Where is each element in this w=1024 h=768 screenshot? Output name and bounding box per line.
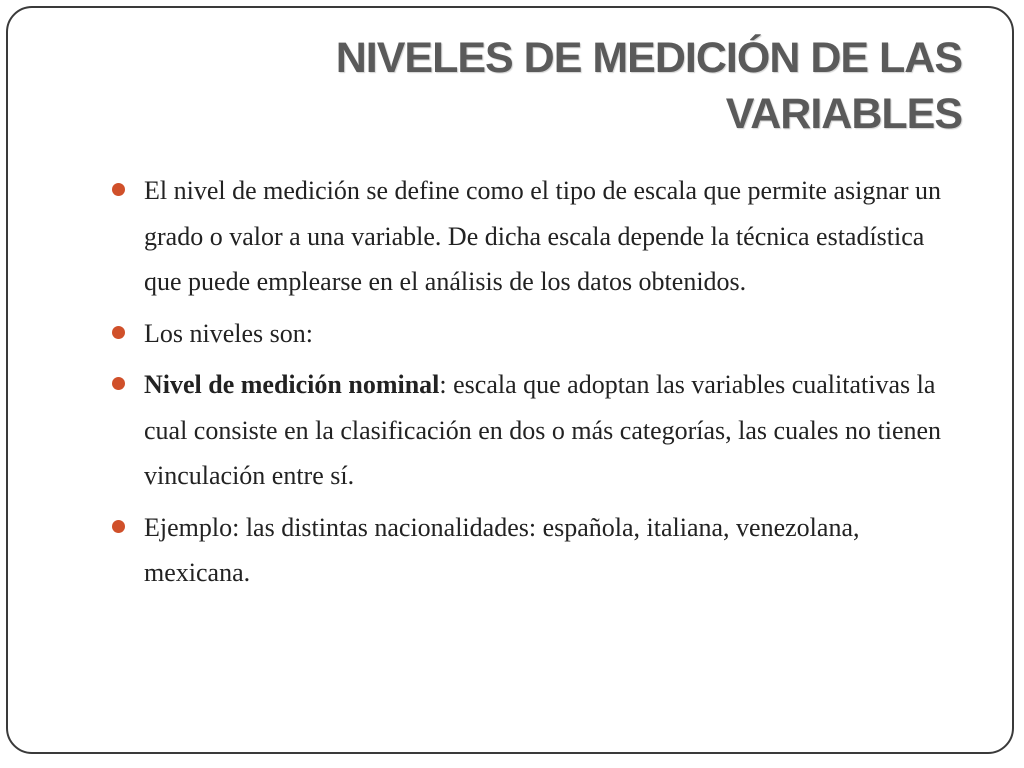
slide-title bbox=[142, 30, 962, 142]
bullet-text: Los niveles son: bbox=[144, 318, 313, 348]
bullet-text: El nivel de medición se define como el tipo de escala que permite asignar un grado o valor a una variable. De dicha escala depende la técnica estadística que puede emplearse en el análisis de los datos obtenidos. bbox=[144, 176, 942, 296]
bullet-dot-icon bbox=[112, 520, 125, 533]
bullet-text: Ejemplo: las distintas nacionalidades: española, italiana, venezolana, mexicana. bbox=[144, 512, 860, 587]
bullet-dot-icon bbox=[112, 377, 125, 390]
bullet-list bbox=[112, 168, 962, 602]
title-line-1: NIVELES DE MEDICIÓN DE LAS bbox=[335, 34, 962, 82]
bullet-dot-icon bbox=[112, 183, 125, 196]
bullet-item bbox=[112, 168, 962, 305]
bullet-bold-term: Nivel de medición nominal bbox=[144, 370, 440, 399]
bullet-item bbox=[112, 311, 962, 357]
bullet-dot-icon bbox=[112, 326, 125, 339]
bullet-item bbox=[112, 362, 962, 499]
bullet-text: : escala que adoptan las variables cualitativas la cual consiste en la clasificación en dos o más categorías, las cuales no tienen vinculación entre sí. bbox=[144, 370, 942, 490]
title-line-2: VARIABLES bbox=[725, 90, 962, 138]
bullet-item bbox=[112, 505, 962, 596]
